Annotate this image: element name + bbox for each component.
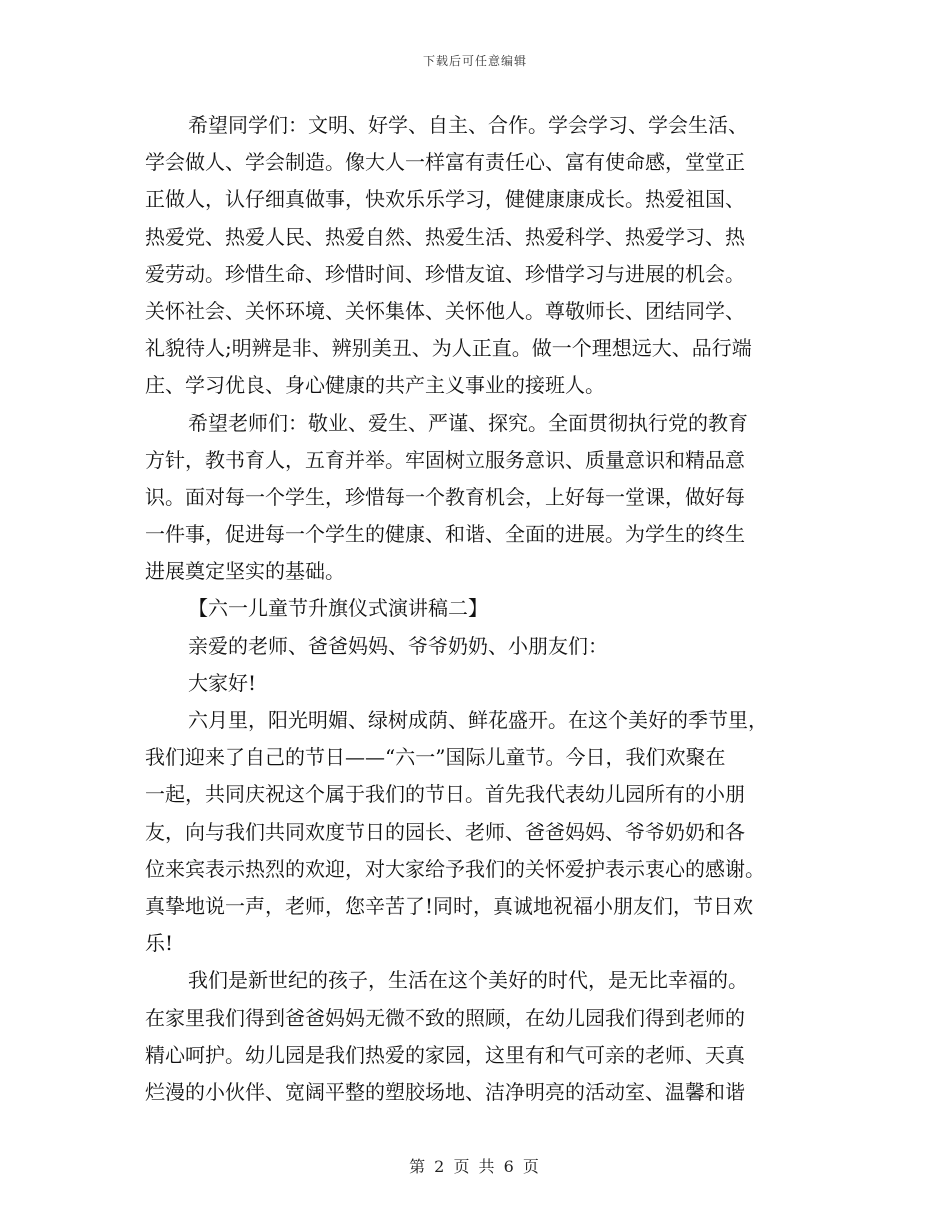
text-line: 真挚地说一声，老师，您辛苦了!同时，真诚地祝福小朋友们，节日欢: [145, 893, 754, 918]
text-line: 方针，教书育人，五育并举。牢固树立服务意识、质量意识和精品意: [145, 447, 745, 472]
text-line: 【六一儿童节升旗仪式演讲稿二】: [188, 596, 488, 621]
text-line: 烂漫的小伙伴、宽阔平整的塑胶场地、洁净明亮的活动室、温馨和谐: [145, 1079, 745, 1104]
text-line: 我们迎来了自己的节日——“六一”国际儿童节。今日，我们欢聚在: [145, 745, 726, 770]
text-line: 庄、学习优良、身心健康的共产主义事业的接班人。: [145, 373, 605, 398]
text-line: 大家好!: [188, 670, 257, 695]
page-number-footer: 第 2 页 共 6 页: [409, 1157, 541, 1176]
text-line: 关怀社会、关怀环境、关怀集体、关怀他人。尊敬师长、团结同学、: [145, 298, 745, 323]
text-line: 一起，共同庆祝这个属于我们的节日。首先我代表幼儿园所有的小朋: [145, 782, 745, 807]
text-line: 爱劳动。珍惜生命、珍惜时间、珍惜友谊、珍惜学习与进展的机会。: [145, 261, 745, 286]
text-line: 精心呵护。幼儿园是我们热爱的家园，这里有和气可亲的老师、天真: [145, 1042, 745, 1067]
text-line: 友，向与我们共同欢度节日的园长、老师、爸爸妈妈、爷爷奶奶和各: [145, 819, 745, 844]
text-line: 一件事，促进每一个学生的健康、和谐、全面的进展。为学生的终生: [145, 522, 745, 547]
text-line: 亲爱的老师、爸爸妈妈、爷爷奶奶、小朋友们：: [188, 633, 608, 658]
text-line: 希望同学们：文明、好学、自主、合作。学会学习、学会生活、: [188, 113, 748, 137]
text-line: 进展奠定坚实的基础。: [145, 559, 345, 584]
text-line: 学会做人、学会制造。像大人一样富有责任心、富有使命感，堂堂正: [145, 150, 745, 175]
document-body: [145, 107, 805, 1111]
page-header-note: 下载后可任意编辑: [422, 54, 527, 68]
text-line: 礼貌待人;明辨是非、辨别美丑、为人正直。做一个理想远大、品行端: [145, 336, 752, 361]
text-line: 正做人，认仔细真做事，快欢乐乐学习，健健康康成长。热爱祖国、: [145, 187, 745, 212]
text-line: 六月里，阳光明媚、绿树成荫、鲜花盛开。在这个美好的季节里，: [188, 708, 768, 732]
text-line: 识。面对每一个学生，珍惜每一个教育机会，上好每一堂课，做好每: [145, 484, 745, 509]
text-line: 希望老师们：敬业、爱生、严谨、探究。全面贯彻执行党的教育: [188, 410, 748, 435]
text-line: 乐!: [145, 931, 174, 956]
text-line: 我们是新世纪的孩子，生活在这个美好的时代，是无比幸福的。: [188, 968, 748, 993]
text-line: 位来宾表示热烈的欢迎，对大家给予我们的关怀爱护表示衷心的感谢。: [145, 856, 765, 881]
text-line: 在家里我们得到爸爸妈妈无微不致的照顾，在幼儿园我们得到老师的: [145, 1005, 745, 1030]
text-line: 热爱党、热爱人民、热爱自然、热爱生活、热爱科学、热爱学习、热: [145, 224, 745, 249]
